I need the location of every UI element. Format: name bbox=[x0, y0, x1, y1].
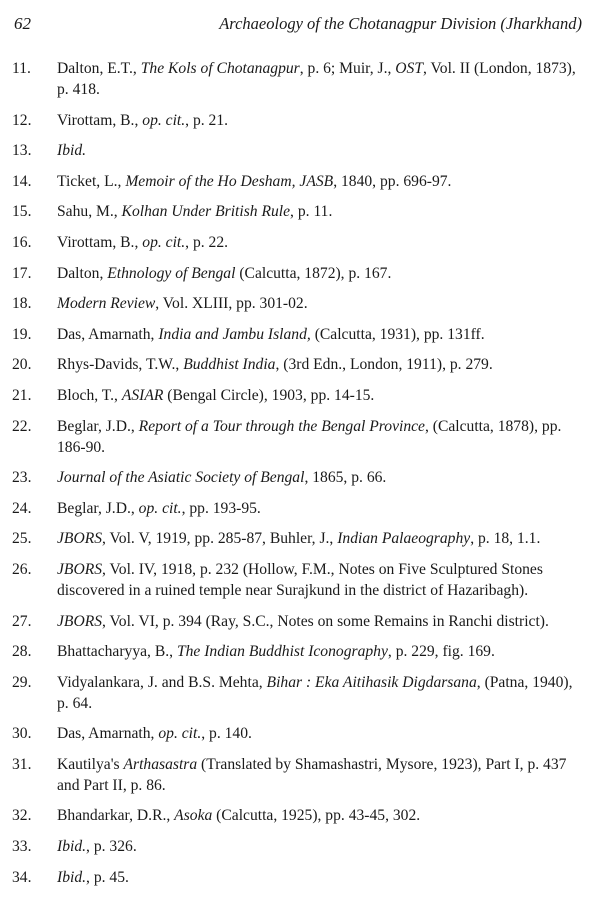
endnote-text bbox=[57, 674, 572, 712]
endnote-item bbox=[0, 559, 600, 601]
endnote-item bbox=[0, 324, 600, 345]
endnote-number: 30. bbox=[12, 725, 32, 743]
citation-text: Vidyalankara, J. and B.S. Mehta, bbox=[57, 673, 267, 691]
citation-text: Virottam, B., bbox=[57, 233, 143, 251]
endnote-text bbox=[57, 356, 493, 373]
endnote-number: 29. bbox=[12, 673, 32, 691]
citation-text: , Vol. VI, p. 394 (Ray, S.C., Notes on some Remains in Ranchi district). bbox=[102, 612, 549, 630]
endnote-number: 33. bbox=[12, 838, 32, 856]
endnote-text bbox=[57, 838, 137, 855]
italic-title: JBORS bbox=[57, 560, 103, 578]
endnote-item bbox=[0, 140, 600, 161]
endnote-text bbox=[57, 869, 129, 886]
citation-text: , p. 45. bbox=[86, 868, 129, 886]
italic-title: Indian Palaeography bbox=[337, 530, 471, 548]
endnote-number: 32. bbox=[12, 807, 32, 825]
page-number: 62 bbox=[14, 14, 31, 33]
endnote-text bbox=[57, 60, 576, 98]
citation-text: , 1865, p. 66. bbox=[304, 469, 387, 487]
endnote-item bbox=[0, 263, 600, 284]
endnote-item bbox=[0, 754, 600, 796]
italic-title: Ethnology of Bengal bbox=[107, 264, 236, 282]
endnote-number: 13. bbox=[12, 142, 32, 160]
citation-text: , (Calcutta, 1878), pp. 186-90. bbox=[57, 417, 562, 456]
endnote-text bbox=[57, 418, 561, 456]
endnote-item bbox=[0, 58, 600, 100]
citation-text: Dalton, bbox=[57, 264, 108, 282]
endnote-text bbox=[57, 142, 86, 159]
endnote-item bbox=[0, 672, 600, 714]
italic-title: op. cit. bbox=[158, 725, 202, 743]
citation-text: (Translated by Shamashastri, Mysore, 1923), Part I, p. 437 and Part II, p. 86. bbox=[57, 755, 567, 794]
endnote-item bbox=[0, 498, 600, 519]
citation-text: (Calcutta, 1872), p. 167. bbox=[235, 264, 392, 282]
endnote-text bbox=[57, 203, 332, 220]
citation-text: (Calcutta, 1931), pp. 131ff. bbox=[310, 325, 485, 343]
endnote-item bbox=[0, 723, 600, 744]
italic-title: Arthasastra bbox=[123, 755, 198, 773]
italic-title: Bihar : Eka Aitihasik Digdarsana bbox=[266, 673, 477, 691]
endnote-item bbox=[0, 641, 600, 662]
endnote-item bbox=[0, 467, 600, 488]
endnote-item bbox=[0, 867, 600, 888]
citation-text: Bhattacharyya, B., bbox=[57, 643, 177, 661]
italic-title: Journal of the Asiatic Society of Bengal bbox=[57, 469, 305, 487]
citation-text: Sahu, M., bbox=[57, 203, 122, 221]
citation-text: Beglar, J.D., bbox=[57, 417, 139, 435]
endnote-text bbox=[57, 500, 261, 517]
italic-title: JBORS bbox=[57, 530, 103, 548]
endnote-text bbox=[57, 530, 540, 547]
endnote-text bbox=[57, 469, 386, 486]
endnote-item bbox=[0, 805, 600, 826]
endnote-item bbox=[0, 354, 600, 375]
endnote-number: 21. bbox=[12, 386, 32, 404]
citation-text: , p. 18, 1.1. bbox=[470, 530, 541, 548]
italic-title: op. cit. bbox=[138, 499, 182, 517]
italic-title: Memoir of the Ho Desham, JASB bbox=[125, 172, 334, 190]
endnote-item bbox=[0, 110, 600, 131]
endnote-item bbox=[0, 416, 600, 458]
citation-text: Bhandarkar, D.R., bbox=[57, 807, 175, 825]
endnote-item bbox=[0, 385, 600, 406]
endnote-text bbox=[57, 725, 252, 742]
italic-title: ASIAR bbox=[121, 386, 164, 404]
endnote-number: 24. bbox=[12, 499, 32, 517]
endnote-item bbox=[0, 232, 600, 253]
endnote-number: 11. bbox=[12, 60, 31, 77]
endnote-item bbox=[0, 611, 600, 632]
endnote-number: 23. bbox=[12, 469, 32, 487]
endnote-number: 17. bbox=[12, 264, 32, 282]
citation-text: , p. 21. bbox=[185, 111, 229, 129]
endnote-text bbox=[57, 234, 228, 251]
endnote-number: 12. bbox=[12, 111, 32, 129]
citation-text: Ticket, L., bbox=[57, 172, 126, 190]
italic-title: Kolhan Under British Rule bbox=[121, 203, 291, 221]
endnote-number: 26. bbox=[12, 560, 32, 578]
running-title: Archaeology of the Chotanagpur Division (Jharkhand) bbox=[219, 14, 582, 33]
citation-text: Kautilya's bbox=[57, 755, 124, 773]
citation-text: (Calcutta, 1925), pp. 43-45, 302. bbox=[212, 807, 421, 825]
italic-title: The Kols of Chotanagpur bbox=[140, 60, 300, 77]
endnote-number: 19. bbox=[12, 325, 32, 343]
citation-text: Dalton, E.T., bbox=[57, 60, 141, 77]
citation-text: Rhys-Davids, T.W., bbox=[57, 356, 184, 374]
citation-text: , Vol. II (London, 1873), p. 418. bbox=[57, 60, 576, 98]
citation-text: , p. 229, fig. 169. bbox=[387, 643, 495, 661]
italic-title: OST bbox=[395, 60, 424, 77]
endnote-item bbox=[0, 293, 600, 314]
endnotes-list bbox=[0, 58, 600, 897]
endnote-number: 28. bbox=[12, 643, 32, 661]
italic-title: Ibid. bbox=[57, 838, 87, 856]
endnote-text bbox=[57, 112, 228, 129]
italic-title: Asoka bbox=[174, 807, 213, 825]
endnote-text bbox=[57, 295, 308, 312]
italic-title: JBORS bbox=[57, 612, 103, 630]
endnote-number: 27. bbox=[12, 612, 32, 630]
citation-text: Das, Amarnath, bbox=[57, 725, 159, 743]
endnote-text bbox=[57, 807, 420, 824]
italic-title: Buddhist India bbox=[183, 356, 276, 374]
endnote-item bbox=[0, 528, 600, 549]
endnote-item bbox=[0, 201, 600, 222]
citation-text: , Vol. XLIII, pp. 301-02. bbox=[155, 295, 308, 313]
endnote-number: 14. bbox=[12, 172, 32, 190]
endnote-text bbox=[57, 643, 495, 660]
endnote-number: 22. bbox=[12, 417, 32, 435]
italic-title: Ibid. bbox=[57, 142, 87, 160]
page-header bbox=[0, 14, 600, 36]
italic-title: India and Jambu Island, bbox=[158, 325, 311, 343]
citation-text: , pp. 193-95. bbox=[181, 499, 261, 517]
italic-title: Report of a Tour through the Bengal Province bbox=[138, 417, 425, 435]
citation-text: , p. 6; Muir, J., bbox=[299, 60, 396, 77]
endnote-text bbox=[57, 173, 451, 190]
citation-text: , Vol. IV, 1918, p. 232 (Hollow, F.M., Notes on Five Sculptured Stones discovered in a ruined temple near Surajkund in the district of Hazaribagh). bbox=[57, 560, 543, 599]
endnote-number: 34. bbox=[12, 868, 32, 886]
italic-title: Ibid. bbox=[57, 868, 87, 886]
endnote-text bbox=[57, 387, 374, 404]
endnote-text bbox=[57, 756, 566, 794]
citation-text: Bloch, T., bbox=[57, 386, 122, 404]
endnote-item bbox=[0, 836, 600, 857]
endnote-number: 18. bbox=[12, 295, 32, 313]
citation-text: Beglar, J.D., bbox=[57, 499, 139, 517]
endnote-number: 16. bbox=[12, 233, 32, 251]
citation-text: Virottam, B., bbox=[57, 111, 143, 129]
citation-text: , p. 326. bbox=[86, 838, 137, 856]
endnote-number: 15. bbox=[12, 203, 32, 221]
citation-text: , Vol. V, 1919, pp. 285-87, Buhler, J., bbox=[102, 530, 338, 548]
italic-title: Modern Review bbox=[57, 295, 156, 313]
endnote-item bbox=[0, 171, 600, 192]
endnote-text bbox=[57, 613, 549, 630]
citation-text: , p. 22. bbox=[185, 233, 229, 251]
endnote-number: 31. bbox=[12, 755, 32, 773]
italic-title: op. cit. bbox=[142, 233, 186, 251]
endnote-text bbox=[57, 326, 485, 343]
citation-text: Das, Amarnath, bbox=[57, 325, 159, 343]
citation-text: , p. 11. bbox=[290, 203, 333, 221]
endnote-number: 20. bbox=[12, 356, 32, 374]
italic-title: op. cit. bbox=[142, 111, 186, 129]
endnote-text bbox=[57, 265, 391, 282]
italic-title: The Indian Buddhist Iconography bbox=[176, 643, 388, 661]
citation-text: , (Patna, 1940), p. 64. bbox=[57, 673, 573, 712]
citation-text: (Bengal Circle), 1903, pp. 14-15. bbox=[163, 386, 375, 404]
endnote-number: 25. bbox=[12, 530, 32, 548]
endnote-text bbox=[57, 561, 543, 599]
citation-text: , p. 140. bbox=[201, 725, 252, 743]
citation-text: , 1840, pp. 696-97. bbox=[333, 172, 452, 190]
citation-text: , (3rd Edn., London, 1911), p. 279. bbox=[275, 356, 493, 374]
